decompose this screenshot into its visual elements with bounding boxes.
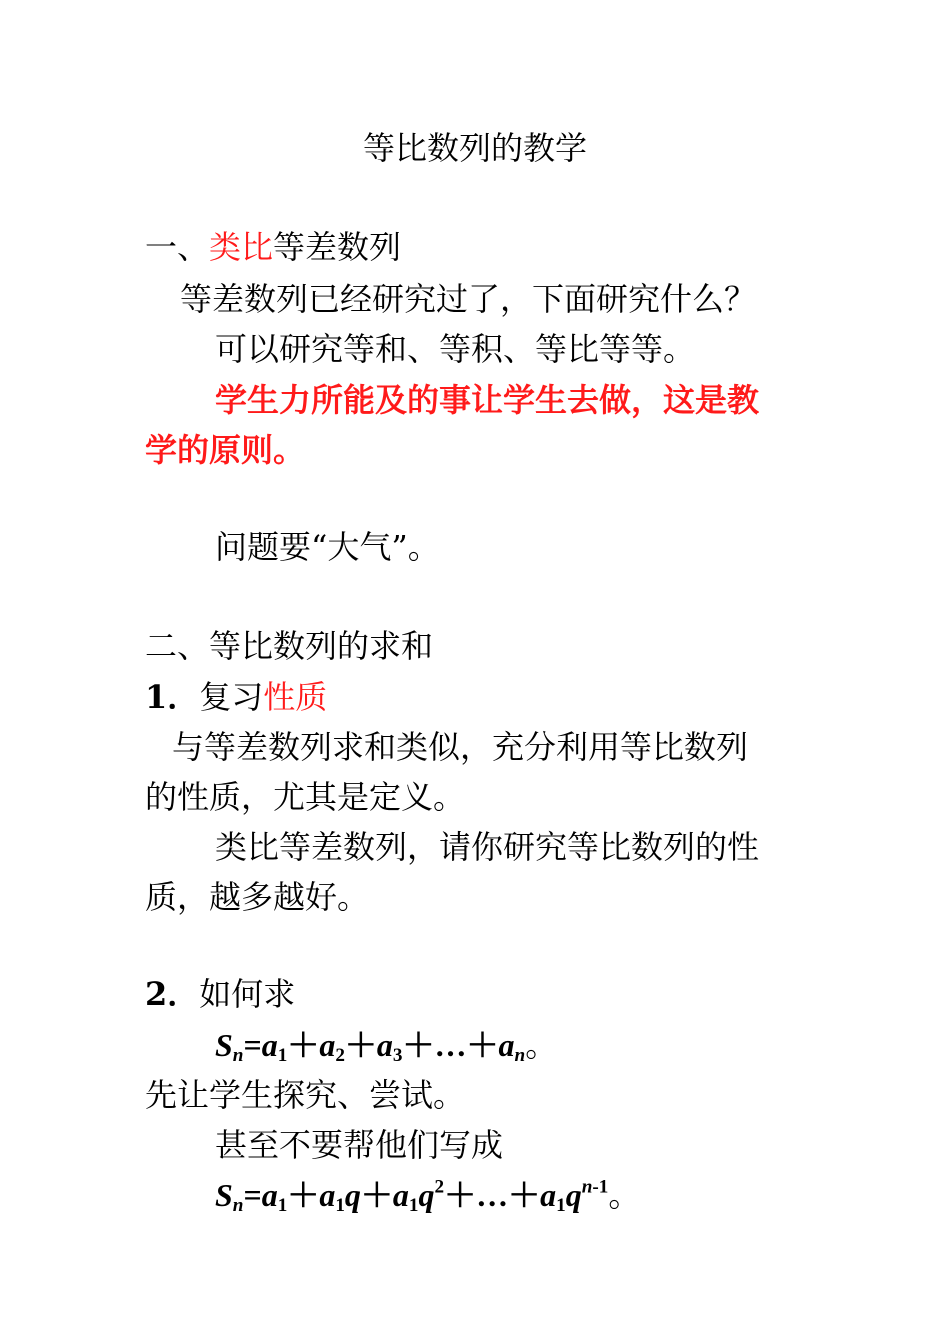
paragraph: 质，越多越好。 xyxy=(145,878,370,916)
sum-formula: $S_n=a_1+a_2+a_3+\dots+a_n$。 xyxy=(215,1027,558,1066)
section-1-heading xyxy=(145,227,810,267)
geometric-sum-formula: $S_n=a_1+a_1q+a_1q^2+\dots+a_1q^{n-1}$。 xyxy=(215,1176,641,1216)
paragraph: 可以研究等和、等积、等比等等。 xyxy=(215,330,696,368)
subsection-number: 1． xyxy=(145,678,200,716)
paragraph: 类比等差数列，请你研究等比数列的性 xyxy=(215,828,760,866)
subsection-text: 复习 xyxy=(199,678,264,716)
section-1-heading-text: 等差数列 xyxy=(273,228,402,266)
paragraph: 与等差数列求和类似，充分利用等比数列 xyxy=(172,728,749,766)
subsection-keyword: 性质 xyxy=(263,678,328,716)
section-2-heading: 二、等比数列的求和 xyxy=(145,627,434,665)
subsection-2-heading xyxy=(145,974,810,1014)
section-1-keyword: 类比 xyxy=(209,228,274,266)
section-1-number: 一、 xyxy=(145,228,210,266)
subsection-1-heading xyxy=(145,677,810,717)
paragraph: 甚至不要帮他们写成 xyxy=(215,1126,504,1164)
subsection-text: 如何求 xyxy=(199,975,296,1013)
paragraph: 的性质，尤其是定义。 xyxy=(145,778,466,816)
paragraph: 等差数列已经研究过了，下面研究什么？ xyxy=(180,280,757,318)
paragraph: 问题要“大气”。 xyxy=(215,528,440,566)
emphasis-paragraph-line-2: 学的原则。 xyxy=(145,431,306,469)
paragraph: 先让学生探究、尝试。 xyxy=(145,1076,466,1114)
page-title: 等比数列的教学 xyxy=(362,129,587,167)
emphasis-paragraph-line-1: 学生力所能及的事让学生去做，这是教 xyxy=(215,381,760,419)
subsection-number: 2． xyxy=(145,975,200,1013)
